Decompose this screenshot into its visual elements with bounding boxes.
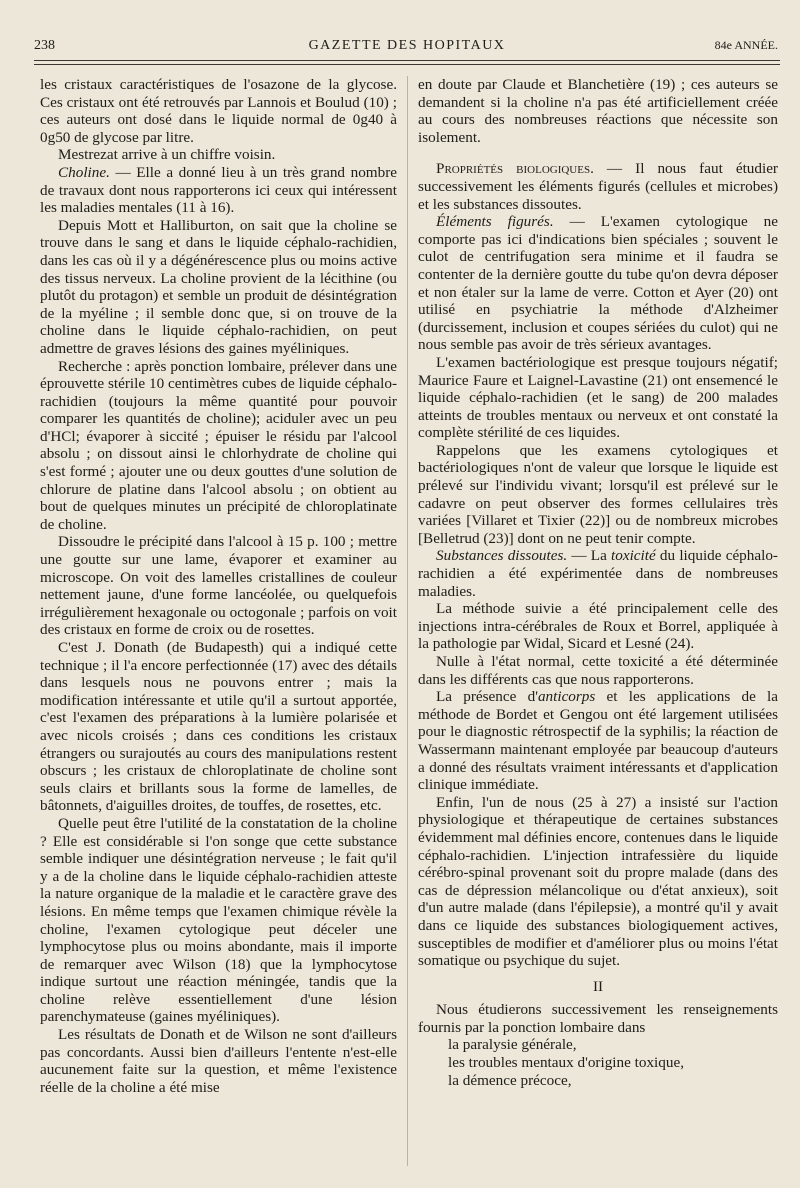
- paragraph: C'est J. Donath (de Budapesth) qui a indiqué cette technique ; il l'a encore perfectionnée (17) avec des détails dans lesquels nous ne pouvons entrer ; mais la modification intéressante et utile qu'il a surtout apportée, c'est l'examen des préparations à la lumière polarisée et avec nicols croisés ; dans ces conditions les cristaux étrangers ou surajoutés au cours des manipulations restent obscurs ; les cristaux de chloroplatinate de choline sont seuls clairs et brillants sous la forme de lamelles, de bâtonnets, d'aiguilles droites, de touffes, de rosettes, etc.: [40, 639, 397, 815]
- column-divider: [407, 76, 408, 1166]
- paragraph: Les résultats de Donath et de Wilson ne sont d'ailleurs pas concordants. Aussi bien d'ailleurs l'entente n'est-elle aucunement faite sur la question, et même l'existence réelle de la choline a été mise: [40, 1026, 397, 1096]
- paragraph: Propriétés biologiques. — Il nous faut étudier successivement les éléments figurés (cellules et microbes) et les substances dissoutes.: [418, 160, 778, 213]
- list-item: la paralysie générale,: [448, 1036, 577, 1054]
- paragraph: Dissoudre le précipité dans l'alcool à 15 p. 100 ; mettre une goutte sur une lame, évaporer et examiner au microscope. On voit des lamelles cristallines de couleur nettement jaune, d'une forme lancéolée, ou quelquefois irrégulièrement hexagonale ou octogonale ; parfois on voit des cristaux en forme de croix ou de rosettes.: [40, 533, 397, 639]
- section-label: Propriétés biologiques.: [436, 160, 594, 178]
- right-column: [418, 76, 778, 1089]
- paragraph: les cristaux caractéristiques de l'osazone de la glycose. Ces cristaux ont été retrouvés par Lannois et Boulud (10) ; ces auteurs ont dosé dans le liquide normal de 0g40 à 0g50 de glycose par litre.: [40, 76, 397, 146]
- section-label: Éléments figurés.: [436, 213, 554, 231]
- header-rule-top: [34, 60, 780, 61]
- paragraph: Rappelons que les examens cytologiques et bactériologiques n'ont de valeur que lorsque le liquide est prélevé sur l'individu vivant; lorsqu'il est prélevé sur le cadavre on peut observer des formes cellulaires très variées [Villaret et Tixier (22)] ou de nombreux microbes [Belletrud (23)] dont on ne peut tenir compte.: [418, 441, 778, 547]
- list-item: les troubles mentaux d'origine toxique,: [448, 1054, 684, 1072]
- journal-year: 84e ANNÉE.: [714, 38, 778, 52]
- paragraph: Mestrezat arrive à un chiffre voisin.: [58, 146, 276, 164]
- header-rule-bottom: [34, 64, 780, 65]
- paragraph: en doute par Claude et Blanchetière (19) ; ces auteurs se demandent si la choline n'a pas été artificiellement créée au cours des nombreuses réactions que nécessite son isolement.: [418, 76, 778, 146]
- section-label: Substances dissoutes.: [436, 547, 568, 565]
- paragraph: Quelle peut être l'utilité de la constatation de la choline ? Elle est considérable si l'on songe que cette substance semble indiquer une désintégration nerveuse ; le fait qu'il y a de la choline dans le liquide céphalo-rachidien atteste la nature organique de la maladie et le caractère grave des lésions. En même temps que l'examen chimique révèle la choline, l'examen cytologique peut déceler une lymphocytose plus ou moins abondante, mais il importe de remarquer avec Wilson (18) que la lymphocytose indique surtout une réaction méningée, tandis que la choline relève essentiellement d'une lésion parenchymateuse (gaines myéliniques).: [40, 814, 397, 1026]
- section-number: II: [592, 977, 604, 995]
- paragraph: Nous étudierons successivement les renseignements fournis par la ponction lombaire dans: [418, 1001, 778, 1036]
- paragraph: L'examen bactériologique est presque toujours négatif; Maurice Faure et Laignel-Lavastine (21) ont ensemencé le liquide céphalo-rachidien (et le sang) de 200 malades atteints de troubles mentaux ou nerveux et ont constaté la complète stérilité de ces liquides.: [418, 353, 778, 442]
- paragraph: Éléments figurés. — L'examen cytologique ne comporte pas ici d'indications bien spéciales ; souvent le culot de centrifugation sera minime et il faudra se contenter de la dernière goutte du tube qu'on devra déposer et non étaler sur la lame de verre. Cotton et Ayer (20) ont utilisé en psychiatrie la méthode d'Alzheimer (durcissement, inclusion et coupes sériées du culot) qui ne nous semble pas avoir de très sérieux avantages.: [418, 213, 779, 354]
- paragraph: Recherche : après ponction lombaire, prélever dans une éprouvette stérile 10 centimètres cubes de liquide céphalo-rachidien (toujours la même quantité pour pouvoir comparer les quantités de choline); aciduler avec un peu d'HCl; évaporer à siccité ; épuiser le résidu par l'alcool absolu ; on dissout ainsi le chlorhydrate de choline qui s'est formé ; ajouter une ou deux gouttes d'une solution de chlorure de platine dans l'alcool absolu ; on obtient au bout de quelques minutes un précipité de chloroplatinate de choline.: [40, 357, 397, 533]
- paragraph: Choline. — Elle a donné lieu à un très grand nombre de travaux dont nous rapporterons ici ceux qui intéressent les maladies mentales (11 à 16).: [40, 163, 397, 217]
- paragraph: Depuis Mott et Halliburton, on sait que la choline se trouve dans le sang et dans le liquide céphalo-rachidien, dans les cas où il y a dégénérescence plus ou moins active des tissus nerveux. La choline provient de la lécithine (ou plutôt du protagon) et semble un produit de désintégration de la myéline ; il semble donc que, si on trouve de la choline dans le liquide céphalo-rachidien, on peut admettre de graves lésions des gaines myéliniques.: [40, 216, 397, 357]
- list-item: la démence précoce,: [448, 1071, 572, 1089]
- paragraph: La méthode suivie a été principalement celle des injections intra-cérébrales de Roux et Borrel, appliquée à la pathologie par Widal, Sicard et Lesné (24).: [418, 600, 778, 653]
- page-header: [34, 38, 780, 58]
- left-column: [40, 76, 397, 1096]
- paragraph: Enfin, l'un de nous (25 à 27) a insisté sur l'action physiologique et thérapeutique de certaines substances évidemment mal définies encore, contenues dans le liquide céphalo-rachidien. L'injection intrafessière du liquide cérébro-spinal provenant soit du propre malade (dans des cas de dépression mélancolique ou d'état anxieux), soit d'un autre malade (dans l'épilepsie), a montré qu'il y avait dans ce liquide des substances biologiquement actives, susceptibles de modifier et d'améliorer plus ou moins l'état somatique ou psychique du sujet.: [418, 793, 778, 970]
- section-label: Choline.: [58, 163, 110, 181]
- paragraph: La présence d'anticorps et les applications de la méthode de Bordet et Gengou ont été largement utilisées pour le diagnostic rétrospectif de la syphilis; la réaction de Wassermann maintenant employée par beaucoup d'auteurs a donné des résultats vraiment intéressants et d'application clinique immédiate.: [418, 688, 779, 794]
- paragraph: Nulle à l'état normal, cette toxicité a été déterminée dans les différents cas que nous rapporterons.: [418, 653, 778, 688]
- paragraph: Substances dissoutes. — La toxicité du liquide céphalo-rachidien a été expérimentée dans de nombreuses maladies.: [418, 547, 778, 600]
- journal-title: GAZETTE DES HOPITAUX: [308, 38, 506, 53]
- page-number: 238: [34, 38, 55, 53]
